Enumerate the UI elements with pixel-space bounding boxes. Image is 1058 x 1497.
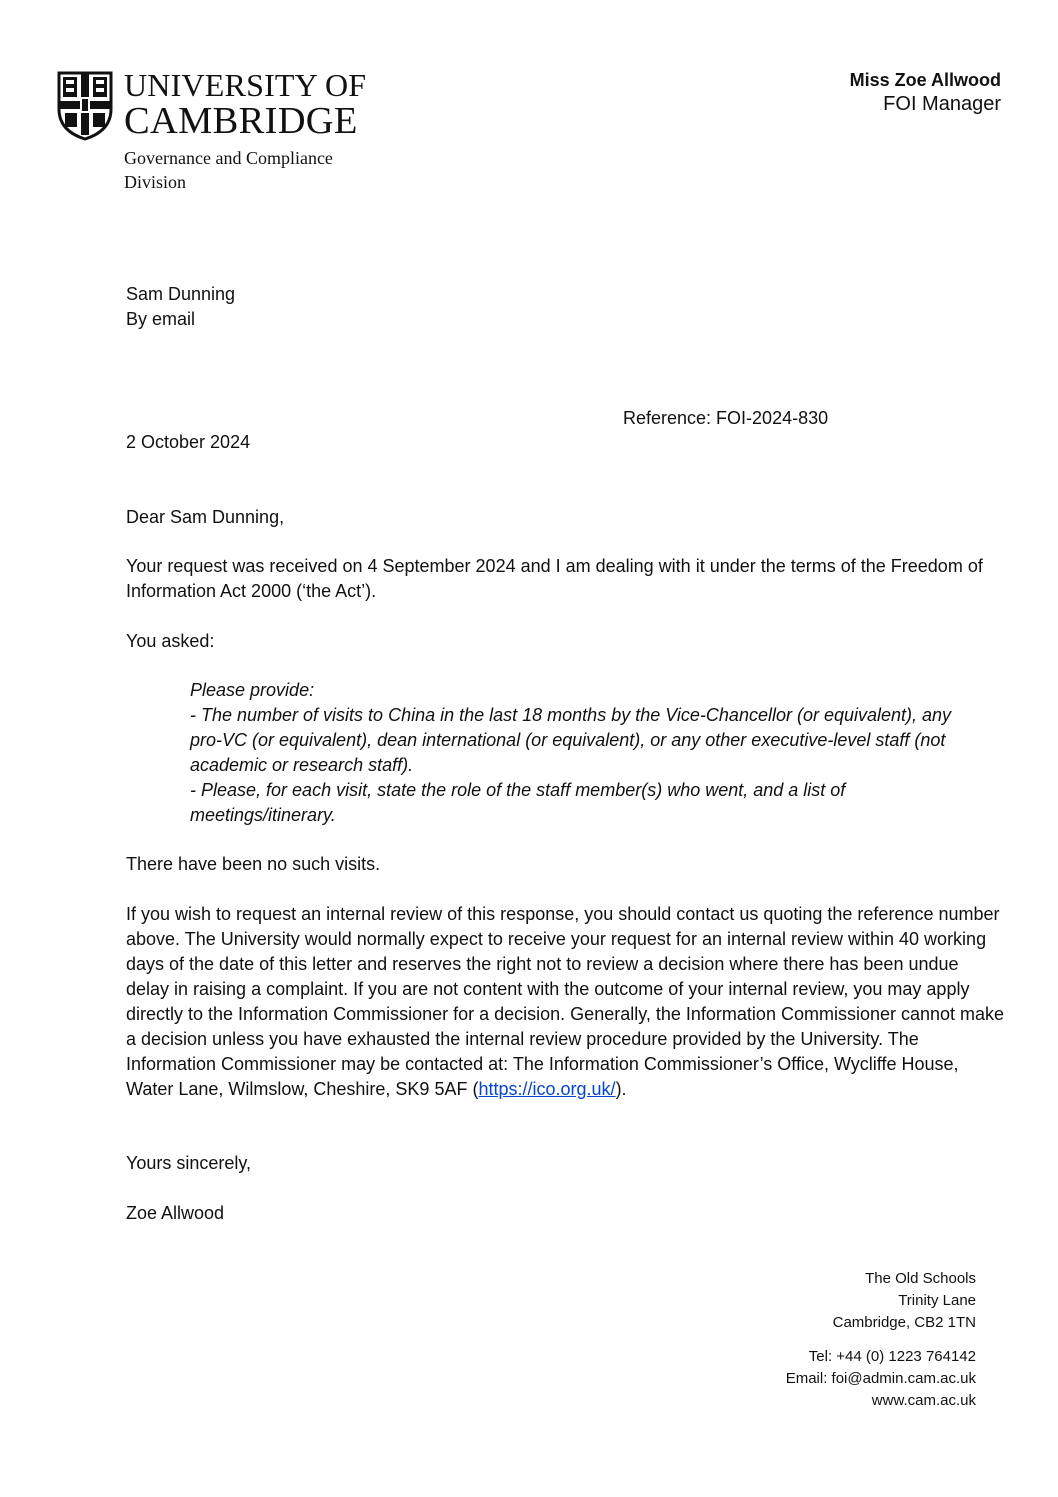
footer-telephone: Tel: +44 (0) 1223 764142: [808, 1348, 976, 1365]
recipient-name: Sam Dunning: [126, 284, 236, 304]
footer-address-line: Trinity Lane: [898, 1292, 976, 1309]
division-line2: Division: [124, 172, 187, 192]
ico-website-link[interactable]: https://ico.org.uk/: [478, 1079, 616, 1099]
division-line1: Governance and Compliance: [124, 148, 333, 168]
quote-line: - Please, for each visit, state the role of the staff member(s) who went, and a list of: [190, 780, 846, 800]
footer-address-line: The Old Schools: [865, 1270, 976, 1287]
recipient-via: By email: [126, 309, 196, 329]
link-open-paren: (: [472, 1079, 479, 1099]
you-asked-label: You asked:: [126, 631, 215, 651]
answer-paragraph: There have been no such visits.: [126, 854, 381, 874]
sender-name: Miss Zoe Allwood: [849, 70, 1001, 90]
request-quote: [190, 678, 1020, 828]
quote-line: pro-VC (or equivalent), dean international (or equivalent), or any other executive-level staff (not: [190, 730, 946, 750]
signature-name: Zoe Allwood: [126, 1203, 225, 1223]
letter-date: 2 October 2024: [126, 432, 251, 452]
internal-review-paragraph: [126, 902, 1006, 1102]
sender-role: FOI Manager: [883, 93, 1001, 115]
university-name-line2: CAMBRIDGE: [124, 100, 358, 142]
quote-line: Please provide:: [190, 680, 315, 700]
footer-spacer: [786, 1334, 976, 1346]
footer-website: www.cam.ac.uk: [871, 1392, 976, 1409]
footer-address-block: [786, 1268, 976, 1412]
footer-email: Email: foi@admin.cam.ac.uk: [785, 1370, 976, 1387]
intro-paragraph: Your request was received on 4 September 2024 and I am dealing with it under the terms of the Freedom of Information Act 2000 (‘the Act’).: [126, 556, 983, 601]
closing: Yours sincerely,: [126, 1153, 252, 1173]
quote-line: - The number of visits to China in the last 18 months by the Vice-Chancellor (or equivalent), any: [190, 705, 952, 725]
division-name: [124, 146, 333, 194]
sender-block: [850, 68, 1001, 116]
internal-review-text: If you wish to request an internal review of this response, you should contact us quoting the reference number above. The University would normally expect to receive your request for an internal review within 40 working days of the date of this letter and reserves the right not to review a decision where there has been undue delay in raising a complaint. If you are not content with the outcome of your internal review, you may apply directly to the Information Commissioner for a decision. Generally, the Information Commissioner cannot make a decision unless you have exhausted the internal review procedure provided by the University. The Information Commissioner may be contacted at: The Information Commissioner’s Office, Wycliffe House, Water Lane, Wilmslow, Cheshire, SK9 5AF: [126, 904, 1005, 1099]
quote-line: academic or research staff).: [190, 755, 414, 775]
recipient-block: [126, 282, 235, 332]
reference-number: Reference: FOI-2024-830: [623, 408, 829, 428]
university-crest-logo: [57, 71, 113, 141]
link-close-paren: ).: [615, 1079, 627, 1099]
university-name-line1: UNIVERSITY OF: [124, 67, 367, 103]
salutation: Dear Sam Dunning,: [126, 507, 285, 527]
quote-line: meetings/itinerary.: [190, 805, 336, 825]
footer-address-line: Cambridge, CB2 1TN: [832, 1314, 976, 1331]
